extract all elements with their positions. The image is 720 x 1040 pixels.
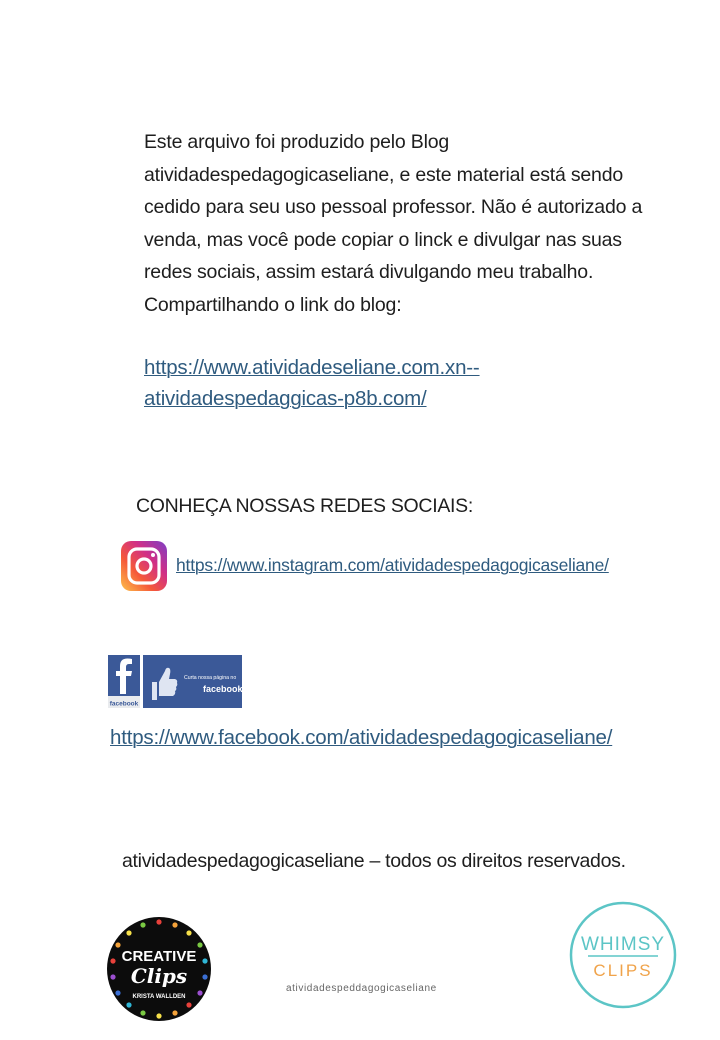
blog-link-line-2[interactable]: atividadespedaggicas-p8b.com/ xyxy=(144,387,427,410)
intro-line: atividadespedagogicaseliane, e este material está sendo xyxy=(144,163,623,186)
creative-clips-line3: KRISTA WALLDEN xyxy=(132,994,186,1000)
whimsy-line2: CLIPS xyxy=(593,961,653,980)
facebook-badge-caption: Curta nossa página no xyxy=(184,675,237,681)
intro-line: Compartilhando o link do blog: xyxy=(144,293,402,316)
watermark-text: atividadespeddagogicaseliane xyxy=(286,983,437,994)
social-heading: CONHEÇA NOSSAS REDES SOCIAIS: xyxy=(136,495,473,517)
creative-clips-line2: Clips xyxy=(130,964,188,988)
instagram-icon[interactable] xyxy=(120,535,168,597)
creative-clips-logo xyxy=(106,916,212,1022)
facebook-like-badge[interactable] xyxy=(108,654,242,708)
intro-paragraph xyxy=(144,126,644,321)
creative-clips-line1: CREATIVE xyxy=(121,948,197,965)
intro-line: venda, mas você pode copiar o linck e divulgar nas suas xyxy=(144,228,622,251)
intro-line: cedido para seu uso pessoal professor. Não é autorizado a xyxy=(144,196,643,218)
facebook-link[interactable]: https://www.facebook.com/atividadespedagogicaseliane/ xyxy=(110,726,613,749)
whimsy-clips-logo xyxy=(568,900,678,1010)
rights-notice: atividadespedagogicaseliane – todos os direitos reservados. xyxy=(122,850,626,872)
whimsy-line1: WHIMSY xyxy=(580,934,666,955)
blog-link-line-1[interactable]: https://www.atividadeseliane.com.xn-- xyxy=(144,356,480,379)
facebook-badge-brand: facebook xyxy=(203,684,242,694)
intro-line: redes sociais, assim estará divulgando meu trabalho. xyxy=(144,261,594,283)
facebook-small-label: facebook xyxy=(109,700,139,708)
blog-link[interactable] xyxy=(144,352,480,414)
intro-line: Este arquivo foi produzido pelo Blog xyxy=(144,131,450,153)
instagram-link[interactable]: https://www.instagram.com/atividadespedagogicaseliane/ xyxy=(176,555,609,575)
